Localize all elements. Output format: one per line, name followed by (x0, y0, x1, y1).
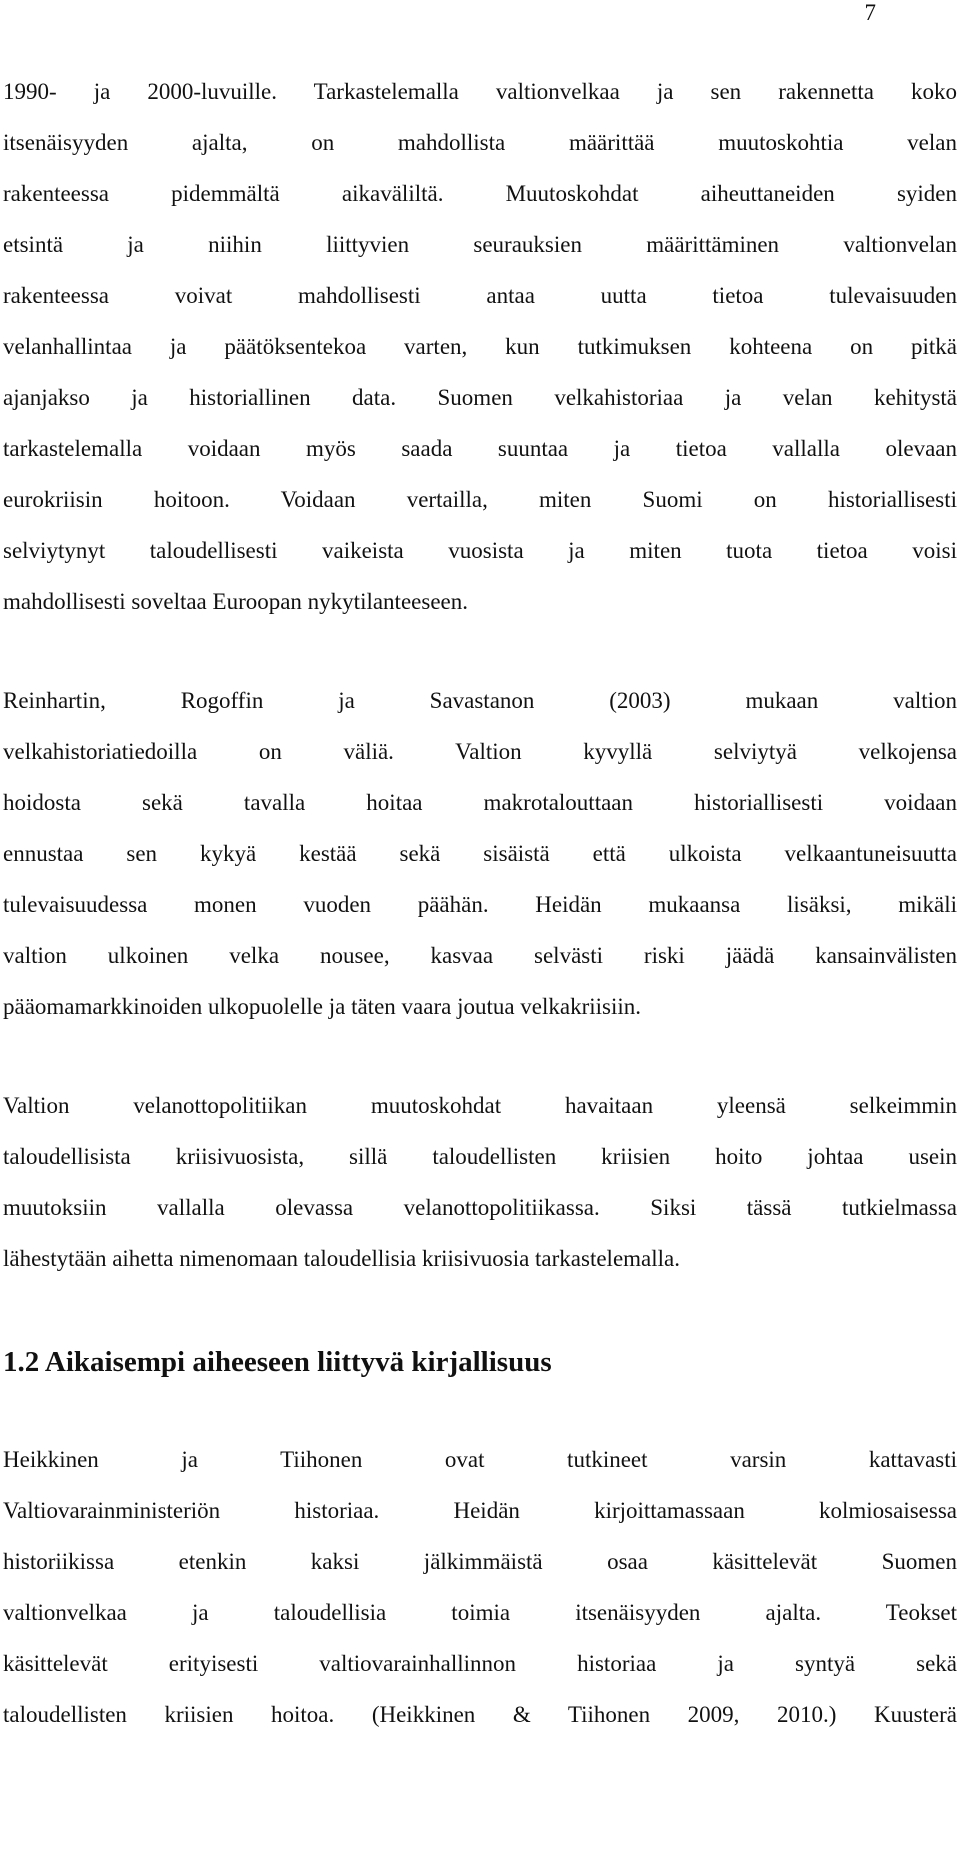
text-line: etsintä ja niihin liittyvien seurauksien määrittäminen valtionvelan (3, 232, 957, 257)
text-line: Reinhartin, Rogoffin ja Savastanon (2003) mukaan valtion (3, 688, 957, 713)
paragraph-spacer (3, 1032, 957, 1080)
text-line: historiikissa etenkin kaksi jälkimmäistä osaa käsittelevät Suomen (3, 1549, 957, 1574)
text-line: valtion ulkoinen velka nousee, kasvaa selvästi riski jäädä kansainvälisten (3, 943, 957, 968)
text-line: velkahistoriatiedoilla on väliä. Valtion kyvyllä selviytyä velkojensa (3, 739, 957, 764)
text-line: hoidosta sekä tavalla hoitaa makrotalouttaan historiallisesti voidaan (3, 790, 957, 815)
paragraph-4 (3, 1434, 957, 1740)
text-line: Heikkinen ja Tiihonen ovat tutkineet varsin kattavasti (3, 1447, 957, 1472)
heading-spacer (3, 1388, 957, 1434)
text-line: rakenteessa voivat mahdollisesti antaa uutta tietoa tulevaisuuden (3, 283, 957, 308)
text-line: tulevaisuudessa monen vuoden päähän. Heidän mukaansa lisäksi, mikäli (3, 892, 957, 917)
text-line: eurokriisin hoitoon. Voidaan vertailla, miten Suomi on historiallisesti (3, 487, 957, 512)
text-line: taloudellisista kriisivuosista, sillä taloudellisten kriisien hoito johtaa usein (3, 1144, 957, 1169)
document-body (3, 66, 957, 1740)
paragraph-1 (3, 66, 957, 627)
text-line: 1990- ja 2000-luvuille. Tarkastelemalla valtionvelkaa ja sen rakennetta koko (3, 79, 957, 104)
text-line: rakenteessa pidemmältä aikaväliltä. Muutoskohdat aiheuttaneiden syiden (3, 181, 957, 206)
text-line: itsenäisyyden ajalta, on mahdollista määrittää muutoskohtia velan (3, 130, 957, 155)
text-line: valtionvelkaa ja taloudellisia toimia itsenäisyyden ajalta. Teokset (3, 1600, 957, 1625)
text-line: mahdollisesti soveltaa Euroopan nykytilanteeseen. (3, 589, 468, 614)
paragraph-2 (3, 675, 957, 1032)
text-line: Valtion velanottopolitiikan muutoskohdat havaitaan yleensä selkeimmin (3, 1093, 957, 1118)
paragraph-3 (3, 1080, 957, 1284)
heading-spacer (3, 1284, 957, 1337)
text-line: pääomamarkkinoiden ulkopuolelle ja täten vaara joutua velkakriisiin. (3, 994, 642, 1019)
text-line: lähestytään aihetta nimenomaan taloudellisia kriisivuosia tarkastelemalla. (3, 1246, 680, 1271)
text-line: ajanjakso ja historiallinen data. Suomen velkahistoriaa ja velan kehitystä (3, 385, 957, 410)
text-line: tarkastelemalla voidaan myös saada suuntaa ja tietoa vallalla olevaan (3, 436, 957, 461)
section-heading: 1.2 Aikaisempi aiheeseen liittyvä kirjallisuus (3, 1346, 552, 1378)
text-line: taloudellisten kriisien hoitoa. (Heikkinen & Tiihonen 2009, 2010.) Kuusterä (3, 1702, 957, 1727)
page-number: 7 (864, 0, 876, 25)
paragraph-spacer (3, 627, 957, 675)
text-line: muutoksiin vallalla olevassa velanottopolitiikassa. Siksi tässä tutkielmassa (3, 1195, 957, 1220)
text-line: velanhallintaa ja päätöksentekoa varten, kun tutkimuksen kohteena on pitkä (3, 334, 957, 359)
text-line: käsittelevät erityisesti valtiovarainhallinnon historiaa ja syntyä sekä (3, 1651, 957, 1676)
text-line: ennustaa sen kykyä kestää sekä sisäistä että ulkoista velkaantuneisuutta (3, 841, 957, 866)
text-line: selviytynyt taloudellisesti vaikeista vuosista ja miten tuota tietoa voisi (3, 538, 957, 563)
text-line: Valtiovarainministeriön historiaa. Heidän kirjoittamassaan kolmiosaisessa (3, 1498, 957, 1523)
